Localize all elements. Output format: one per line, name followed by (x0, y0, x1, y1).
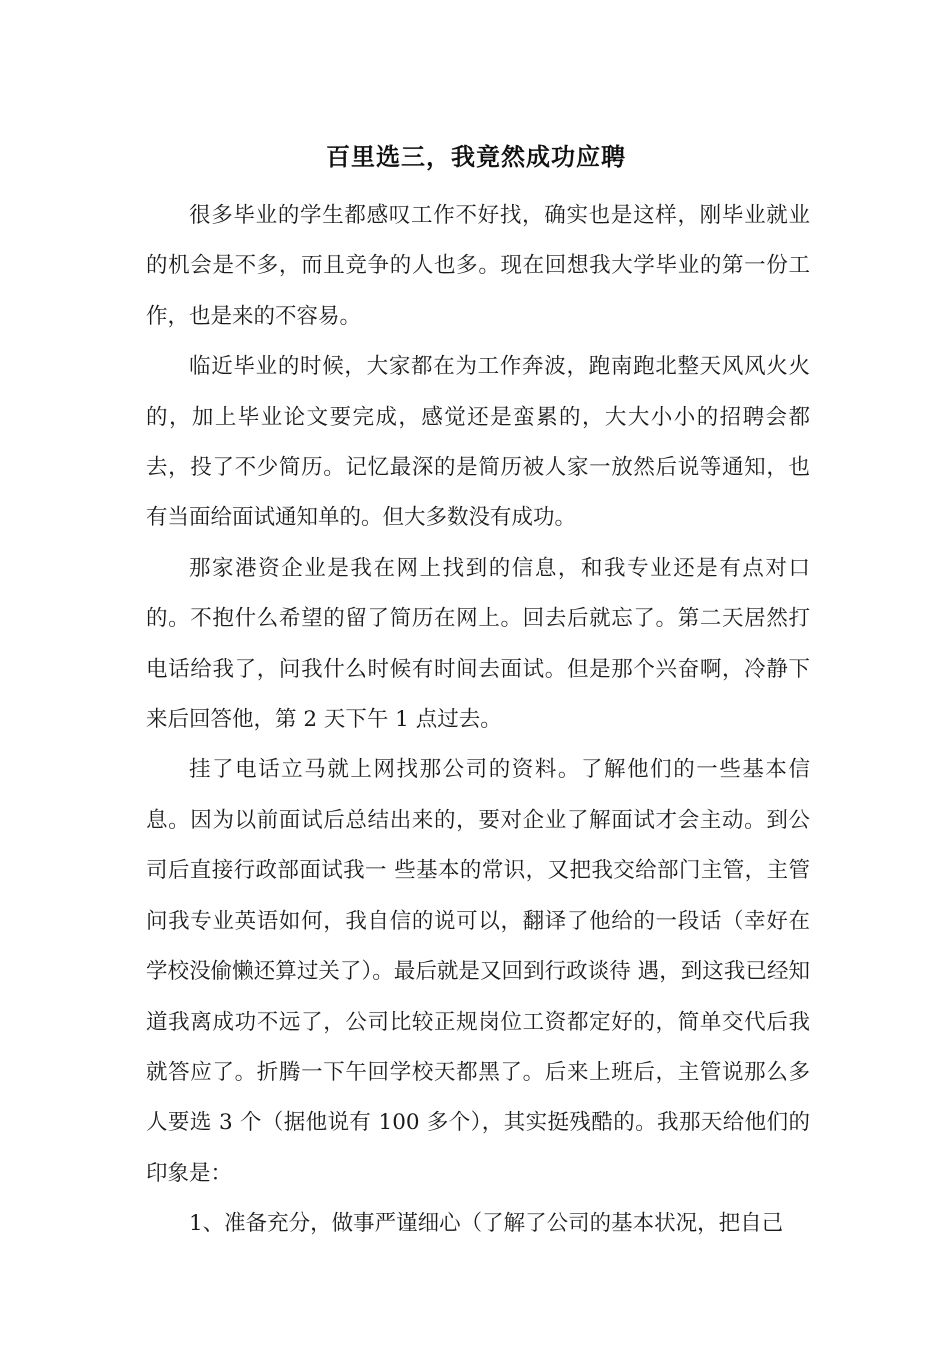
paragraph: 挂了电话立马就上网找那公司的资料。了解他们的一些基本信息。因为以前面试后总结出来的，要对企业了解面试才会主动。到公司后直接行政部面试我一 些基本的常识，又把我交给部门主管，主管问我专业英语如何，我自信的说可以，翻译了他给的一段话（幸好在学校没偷懒还算过关了）。最后就是又回到行政谈待 遇，到这我已经知道我离成功不远了，公司比较正规岗位工资都定好的，简单交代后我就答应了。折腾一下午回学校天都黑了。后来上班后，主管说那么多人要选 3 个（据他说有 100 多个），其实挺残酷的。我那天给他们的印象是： (146, 757, 810, 1186)
paragraph: 1、准备充分，做事严谨细心（了解了公司的基本状况，把自己 (189, 1211, 784, 1237)
document-body (146, 191, 810, 1250)
paragraph: 临近毕业的时候，大家都在为工作奔波，跑南跑北整天风风火火的，加上毕业论文要完成，感觉还是蛮累的，大大小小的招聘会都去，投了不少简历。记忆最深的是简历被人家一放然后说等通知，也有当面给面试通知单的。但大多数没有成功。 (146, 354, 810, 531)
paragraph: 那家港资企业是我在网上找到的信息，和我专业还是有点对口的。不抱什么希望的留了简历在网上。回去后就忘了。第二天居然打电话给我了，问我什么时候有时间去面试。但是那个兴奋啊，冷静下来后回答他，第 2 天下午 1 点过去。 (146, 555, 810, 733)
paragraph: 很多毕业的学生都感叹工作不好找，确实也是这样，刚毕业就业的机会是不多，而且竞争的人也多。现在回想我大学毕业的第一份工作，也是来的不容易。 (146, 203, 810, 329)
document-title: 百里选三，我竟然成功应聘 (326, 142, 626, 172)
